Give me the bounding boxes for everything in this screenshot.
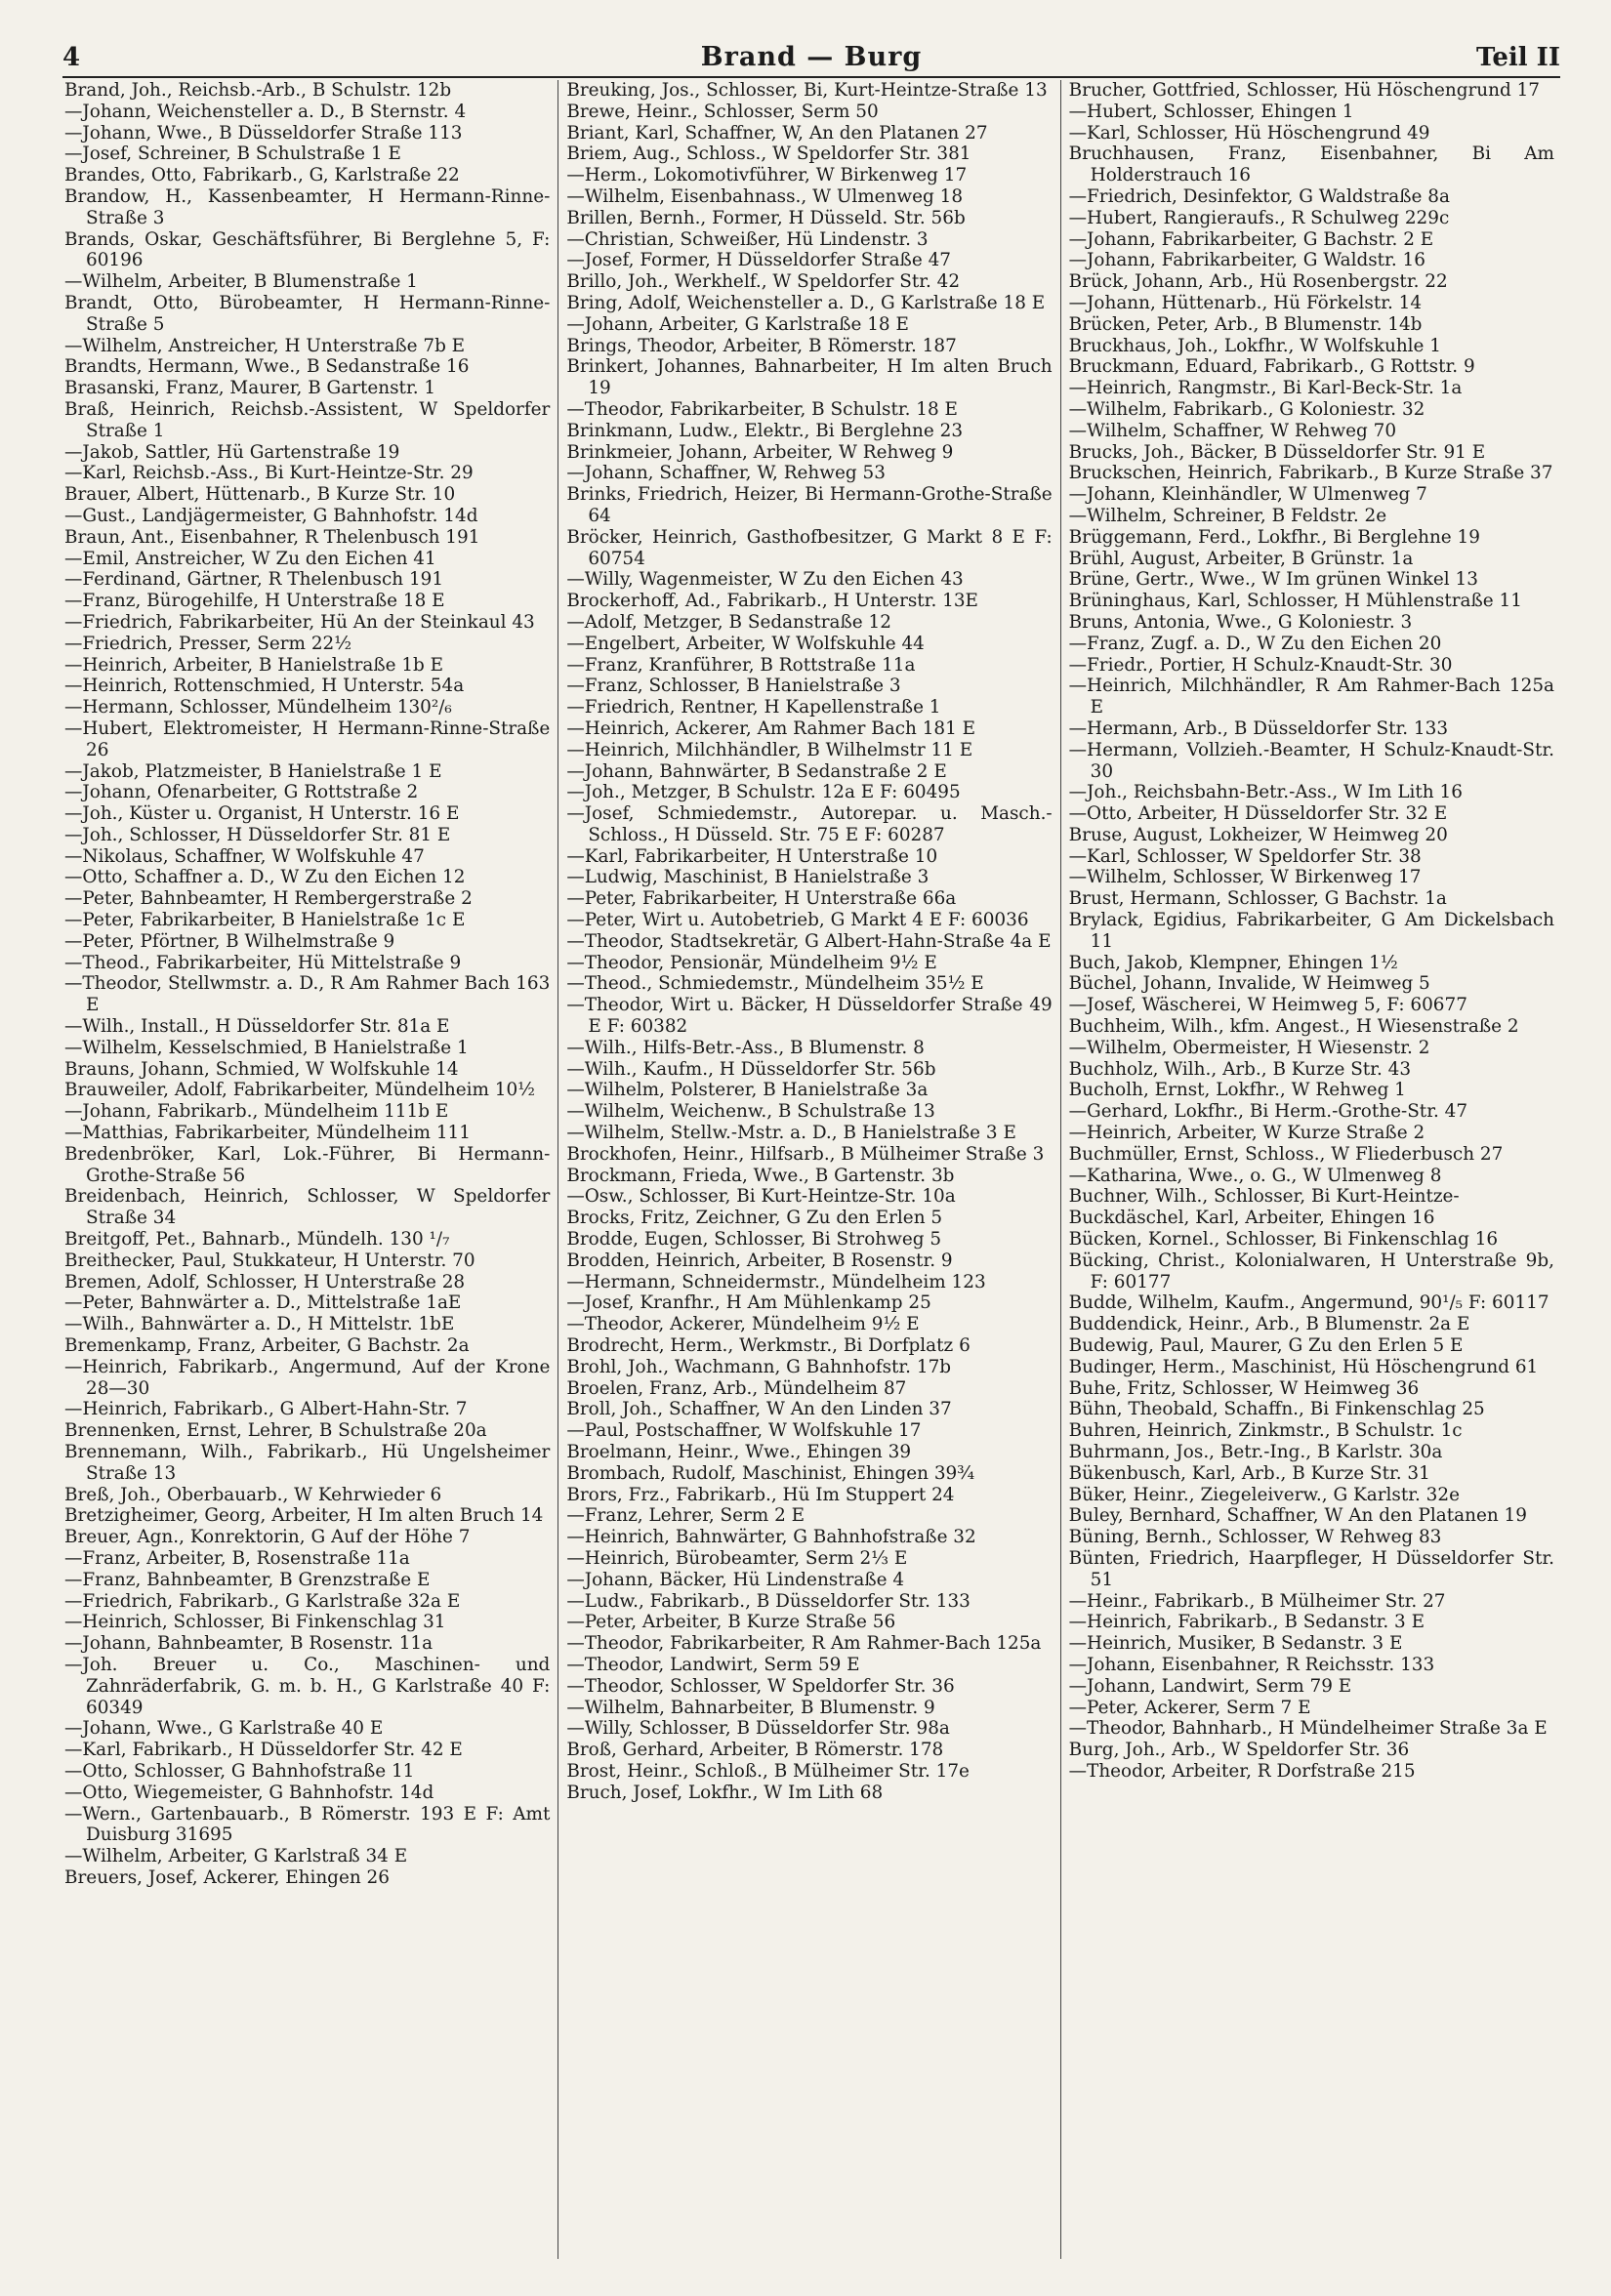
directory-entry: —Franz, Bahnbeamter, B Grenzstraße E bbox=[64, 1569, 431, 1590]
directory-entry: Brucks, Joh., Bäcker, B Düsseldorfer Str. 91 E bbox=[1068, 441, 1486, 463]
directory-entry: Bruckmann, Eduard, Fabrikarb., G Rottstr. 9 bbox=[1068, 356, 1475, 378]
columns bbox=[57, 80, 1562, 2259]
directory-entry: —Nikolaus, Schaffner, W Wolfskuhle 47 bbox=[64, 845, 425, 867]
directory-entry: Brillen, Bernh., Former, H Düsseld. Str. 56b bbox=[566, 207, 966, 228]
directory-entry: —Friedrich, Fabrikarb., G Karlstraße 32a E bbox=[64, 1590, 461, 1612]
directory-entry: Brennenken, Ernst, Lehrer, B Schulstraße 20a bbox=[64, 1420, 487, 1442]
directory-entry: Brohl, Joh., Wachmann, G Bahnhofstr. 17b bbox=[566, 1356, 952, 1377]
directory-entry: —Wilh., Hilfs-Betr.-Ass., B Blumenstr. 8 bbox=[566, 1037, 925, 1058]
directory-entry: Broelen, Franz, Arb., Mündelheim 87 bbox=[566, 1377, 907, 1399]
directory-entry: Bücken, Kornel., Schlosser, Bi Finkenschlag 16 bbox=[1068, 1229, 1499, 1250]
directory-entry: Briant, Karl, Schaffner, W, An den Platanen 27 bbox=[566, 122, 988, 144]
directory-entry: —Wilhelm, Schaffner, W Rehweg 70 bbox=[1068, 420, 1397, 441]
directory-entry: Brockmann, Frieda, Wwe., B Gartenstr. 3b bbox=[566, 1165, 955, 1186]
directory-entry: —Wilh., Bahnwärter a. D., H Mittelstr. 1bE bbox=[64, 1314, 455, 1335]
directory-entry: Brillo, Joh., Werkhelf., W Speldorfer Str. 42 bbox=[566, 271, 961, 293]
directory-entry: —Osw., Schlosser, Bi Kurt-Heintze-Str. 10a bbox=[566, 1186, 956, 1208]
directory-entry: —Franz, Lehrer, Serm 2 E bbox=[566, 1505, 806, 1527]
directory-entry: —Karl, Fabrikarb., H Düsseldorfer Str. 42 E bbox=[64, 1740, 463, 1761]
directory-entry: Bruse, August, Lokheizer, W Heimweg 20 bbox=[1068, 824, 1448, 845]
directory-entry: —Otto, Schaffner a. D., W Zu den Eichen 12 bbox=[64, 867, 466, 888]
directory-entry: Brinkert, Johannes, Bahnarbeiter, H Im alten Bruch 19 bbox=[566, 356, 1058, 399]
directory-entry: Brandow, H., Kassenbeamter, H Hermann-Rinne-Straße 3 bbox=[64, 185, 551, 228]
page-header bbox=[62, 23, 1560, 78]
directory-entry: —Johann, Arbeiter, G Karlstraße 18 E bbox=[566, 313, 909, 335]
directory-entry: —Wilhelm, Stellw.-Mstr. a. D., B Hanielstraße 3 E bbox=[566, 1123, 1016, 1144]
directory-entry: Bruch, Josef, Lokfhr., W Im Lith 68 bbox=[566, 1782, 884, 1803]
directory-entry: —Peter, Wirt u. Autobetrieb, G Markt 4 E F: 60036 bbox=[566, 910, 1029, 931]
directory-entry: Brandt, Otto, Bürobeamter, H Hermann-Rinne-Straße 5 bbox=[64, 292, 551, 335]
directory-entry: Bühn, Theobald, Schaffn., Bi Finkenschlag 25 bbox=[1068, 1399, 1485, 1420]
directory-entry: —Heinrich, Musiker, B Sedanstr. 3 E bbox=[1068, 1633, 1403, 1655]
directory-entry: —Hubert, Schlosser, Ehingen 1 bbox=[1068, 101, 1354, 122]
directory-entry: Buchner, Wilh., Schlosser, Bi Kurt-Heintze- bbox=[1068, 1186, 1460, 1208]
directory-entry: Bruchhausen, Franz, Eisenbahner, Bi Am Holderstrauch 16 bbox=[1068, 144, 1560, 186]
directory-entry: —Joh. Breuer u. Co., Maschinen- und Zahnräderfabrik, G. m. b. H., G Karlstraße 40 F: 60349 bbox=[64, 1654, 557, 1718]
directory-entry: —Johann, Bahnbeamter, B Rosenstr. 11a bbox=[64, 1633, 434, 1655]
directory-entry: Breß, Joh., Oberbauarb., W Kehrwieder 6 bbox=[64, 1484, 442, 1505]
directory-entry: —Theodor, Landwirt, Serm 59 E bbox=[566, 1654, 860, 1675]
directory-entry: Büning, Bernh., Schlosser, W Rehweg 83 bbox=[1068, 1527, 1442, 1548]
directory-entry: —Wilhelm, Polsterer, B Hanielstraße 3a bbox=[566, 1080, 929, 1101]
directory-entry: —Hubert, Rangieraufs., R Schulweg 229c bbox=[1068, 207, 1450, 228]
directory-entry: —Johann, Eisenbahner, R Reichsstr. 133 bbox=[1068, 1654, 1435, 1675]
directory-entry: —Heinrich, Fabrikarb., Angermund, Auf der Krone 28—30 bbox=[64, 1356, 557, 1399]
directory-entry: —Jakob, Platzmeister, B Hanielstraße 1 E bbox=[64, 760, 442, 782]
directory-entry: Brennemann, Wilh., Fabrikarb., Hü Ungelsheimer Straße 13 bbox=[64, 1442, 557, 1484]
directory-entry: Bucholh, Ernst, Lokfhr., W Rehweg 1 bbox=[1068, 1080, 1406, 1101]
directory-entry: —Theodor, Schlosser, W Speldorfer Str. 36 bbox=[566, 1675, 955, 1697]
directory-entry: —Franz, Arbeiter, B, Rosenstraße 11a bbox=[64, 1547, 410, 1569]
directory-entry: —Franz, Zugf. a. D., W Zu den Eichen 20 bbox=[1068, 633, 1442, 654]
directory-entry: Brüne, Gertr., Wwe., W Im grünen Winkel 13 bbox=[1068, 569, 1478, 591]
directory-entry: —Hubert, Elektromeister, H Hermann-Rinne-Straße 26 bbox=[64, 718, 557, 760]
directory-entry: —Wilhelm, Arbeiter, G Karlstraß 34 E bbox=[64, 1846, 408, 1867]
directory-entry: —Hermann, Schneidermstr., Mündelheim 123 bbox=[566, 1271, 986, 1292]
directory-entry: —Heinrich, Milchhändler, B Wilhelmstr 11 E bbox=[566, 739, 973, 760]
directory-entry: —Heinrich, Milchhändler, R Am Rahmer-Bach 125a E bbox=[1068, 676, 1560, 718]
directory-entry: Brucher, Gottfried, Schlosser, Hü Höschengrund 17 bbox=[1068, 80, 1541, 101]
directory-entry: Brodrecht, Herm., Werkmstr., Bi Dorfplatz 6 bbox=[566, 1335, 971, 1357]
directory-entry: Burg, Joh., Arb., W Speldorfer Str. 36 bbox=[1068, 1740, 1410, 1761]
directory-entry: Brodde, Eugen, Schlosser, Bi Strohweg 5 bbox=[566, 1229, 942, 1250]
directory-entry: —Franz, Schlosser, B Hanielstraße 3 bbox=[566, 676, 901, 697]
directory-entry: Bücking, Christ., Kolonialwaren, H Unterstraße 9b, F: 60177 bbox=[1068, 1250, 1560, 1292]
directory-entry: —Wilh., Install., H Düsseldorfer Str. 81a E bbox=[64, 1016, 450, 1038]
directory-entry: —Johann, Weichensteller a. D., B Sternstr. 4 bbox=[64, 101, 467, 122]
directory-entry: Brust, Hermann, Schlosser, G Bachstr. 1a bbox=[1068, 888, 1447, 910]
directory-entry: —Theodor, Ackerer, Mündelheim 9½ E bbox=[566, 1314, 920, 1335]
directory-entry: Buchmüller, Ernst, Schloss., W Fliederbusch 27 bbox=[1068, 1143, 1504, 1165]
directory-entry: —Johann, Ofenarbeiter, G Rottstraße 2 bbox=[64, 782, 419, 803]
directory-entry: Buhe, Fritz, Schlosser, W Heimweg 36 bbox=[1068, 1377, 1420, 1399]
directory-entry: —Peter, Bahnwärter a. D., Mittelstraße 1aE bbox=[64, 1292, 462, 1314]
directory-entry: Brinkmann, Ludw., Elektr., Bi Berglehne 23 bbox=[566, 420, 964, 441]
directory-entry: —Karl, Schlosser, W Speldorfer Str. 38 bbox=[1068, 845, 1422, 867]
directory-entry: —Hermann, Schlosser, Mündelheim 130²/₆ bbox=[64, 697, 452, 718]
directory-entry: —Heinrich, Rottenschmied, H Unterstr. 54a bbox=[64, 676, 465, 697]
directory-entry: —Christian, Schweißer, Hü Lindenstr. 3 bbox=[566, 228, 929, 250]
directory-entry: —Hermann, Arb., B Düsseldorfer Str. 133 bbox=[1068, 718, 1449, 739]
directory-entry: —Peter, Pförtner, B Wilhelmstraße 9 bbox=[64, 930, 395, 952]
directory-entry: Bükenbusch, Karl, Arb., B Kurze Str. 31 bbox=[1068, 1462, 1430, 1484]
directory-entry: —Theod., Schmiedemstr., Mündelheim 35½ E bbox=[566, 973, 984, 995]
directory-entry: Budinger, Herm., Maschinist, Hü Höschengrund 61 bbox=[1068, 1356, 1539, 1377]
directory-entry: —Joh., Schlosser, H Düsseldorfer Str. 81 E bbox=[64, 824, 451, 845]
directory-entry: —Otto, Schlosser, G Bahnhofstraße 11 bbox=[64, 1760, 415, 1782]
directory-entry: —Katharina, Wwe., o. G., W Ulmenweg 8 bbox=[1068, 1165, 1442, 1186]
directory-entry: —Theodor, Arbeiter, R Dorfstraße 215 bbox=[1068, 1760, 1416, 1782]
directory-entry: Brück, Johann, Arb., Hü Rosenbergstr. 22 bbox=[1068, 271, 1448, 293]
directory-entry: —Heinrich, Ackerer, Am Rahmer Bach 181 E bbox=[566, 718, 976, 739]
directory-entry: Brand, Joh., Reichsb.-Arb., B Schulstr. 12b bbox=[64, 80, 452, 101]
directory-entry: —Theodor, Stadtsekretär, G Albert-Hahn-Straße 4a E bbox=[566, 930, 1052, 952]
directory-entry: Breuking, Jos., Schlosser, Bi, Kurt-Heintze-Straße 13 bbox=[566, 80, 1048, 101]
directory-entry: —Emil, Anstreicher, W Zu den Eichen 41 bbox=[64, 548, 436, 569]
directory-entry: Broelmann, Heinr., Wwe., Ehingen 39 bbox=[566, 1442, 912, 1462]
directory-entry: —Wilhelm, Weichenw., B Schulstraße 13 bbox=[566, 1101, 935, 1123]
directory-entry: Brinkmeier, Johann, Arbeiter, W Rehweg 9 bbox=[566, 441, 954, 463]
directory-entry: Brauns, Johann, Schmied, W Wolfskuhle 14 bbox=[64, 1058, 459, 1080]
directory-entry: Brüninghaus, Karl, Schlosser, H Mühlenstraße 11 bbox=[1068, 591, 1522, 612]
directory-entry: —Josef, Kranfhr., H Am Mühlenkamp 25 bbox=[566, 1292, 931, 1314]
directory-entry: Brewe, Heinr., Schlosser, Serm 50 bbox=[566, 101, 879, 122]
directory-entry: —Engelbert, Arbeiter, W Wolfskuhle 44 bbox=[566, 633, 925, 654]
directory-entry: —Wilhelm, Arbeiter, B Blumenstraße 1 bbox=[64, 271, 418, 293]
directory-entry: Broll, Joh., Schaffner, W An den Linden 37 bbox=[566, 1399, 952, 1420]
directory-entry: Brylack, Egidius, Fabrikarbeiter, G Am Dickelsbach 11 bbox=[1068, 910, 1560, 952]
column-right bbox=[1061, 80, 1562, 2259]
directory-entry: —Theodor, Pensionär, Mündelheim 9½ E bbox=[566, 952, 937, 973]
directory-entry: —Gust., Landjägermeister, G Bahnhofstr. 14d bbox=[64, 505, 478, 526]
directory-entry: Brings, Theodor, Arbeiter, B Römerstr. 187 bbox=[566, 335, 957, 356]
directory-entry: Buchheim, Wilh., kfm. Angest., H Wiesenstraße 2 bbox=[1068, 1016, 1519, 1038]
directory-entry: —Johann, Fabrikarbeiter, G Waldstr. 16 bbox=[1068, 250, 1425, 271]
directory-entry: —Friedr., Portier, H Schulz-Knaudt-Str. 30 bbox=[1068, 654, 1453, 676]
directory-entry: Budde, Wilhelm, Kaufm., Angermund, 90¹/₅ F: 60117 bbox=[1068, 1292, 1549, 1314]
directory-entry: Buddendick, Heinr., Arb., B Blumenstr. 2a E bbox=[1068, 1314, 1470, 1335]
directory-entry: —Theodor, Fabrikarbeiter, R Am Rahmer-Bach 125a bbox=[566, 1633, 1042, 1655]
directory-entry: —Joh., Reichsbahn-Betr.-Ass., W Im Lith 16 bbox=[1068, 782, 1463, 803]
directory-entry: Bruckschen, Heinrich, Fabrikarb., B Kurze Straße 37 bbox=[1068, 463, 1553, 484]
directory-entry: —Herm., Lokomotivführer, W Birkenweg 17 bbox=[566, 165, 968, 186]
directory-entry: Brühl, August, Arbeiter, B Grünstr. 1a bbox=[1068, 548, 1414, 569]
directory-entry: —Wilhelm, Kesselschmied, B Hanielstraße 1 bbox=[64, 1037, 469, 1058]
directory-entry: Brors, Frz., Fabrikarb., Hü Im Stuppert 24 bbox=[566, 1484, 955, 1505]
directory-entry: —Peter, Fabrikarbeiter, B Hanielstraße 1c E bbox=[64, 910, 466, 931]
directory-entry: —Wilhelm, Anstreicher, H Unterstraße 7b E bbox=[64, 335, 466, 356]
directory-entry: Bröcker, Heinrich, Gasthofbesitzer, G Markt 8 E F: 60754 bbox=[566, 526, 1058, 569]
directory-entry: —Wilhelm, Fabrikarb., G Koloniestr. 32 bbox=[1068, 398, 1425, 420]
directory-entry: —Josef, Former, H Düsseldorfer Straße 47 bbox=[566, 250, 951, 271]
directory-entry: Brücken, Peter, Arb., B Blumenstr. 14b bbox=[1068, 313, 1423, 335]
directory-entry: Brockerhoff, Ad., Fabrikarb., H Unterstr. 13E bbox=[566, 591, 978, 612]
directory-entry: Broß, Gerhard, Arbeiter, B Römerstr. 178 bbox=[566, 1740, 944, 1761]
directory-entry: —Peter, Bahnbeamter, H Rembergerstraße 2 bbox=[64, 888, 473, 910]
page-number: 4 bbox=[62, 43, 81, 72]
directory-entry: —Peter, Arbeiter, B Kurze Straße 56 bbox=[566, 1612, 896, 1633]
directory-entry: —Hermann, Vollzieh.-Beamter, H Schulz-Knaudt-Str. 30 bbox=[1068, 739, 1560, 782]
directory-entry: —Johann, Wwe., G Karlstraße 40 E bbox=[64, 1718, 384, 1740]
directory-entry: —Johann, Schaffner, W, Rehweg 53 bbox=[566, 463, 886, 484]
directory-entry: —Karl, Schlosser, Hü Höschengrund 49 bbox=[1068, 122, 1430, 144]
directory-entry: —Willy, Wagenmeister, W Zu den Eichen 43 bbox=[566, 569, 964, 591]
directory-entry: Breuer, Agn., Konrektorin, G Auf der Höhe 7 bbox=[64, 1527, 471, 1548]
part-label: Teil II bbox=[1475, 43, 1560, 72]
directory-entry: Brodden, Heinrich, Arbeiter, B Rosenstr. 9 bbox=[566, 1250, 953, 1271]
directory-entry: Brombach, Rudolf, Maschinist, Ehingen 39¾ bbox=[566, 1462, 975, 1484]
directory-entry: Buckdäschel, Karl, Arbeiter, Ehingen 16 bbox=[1068, 1208, 1435, 1229]
directory-entry: —Wilhelm, Bahnarbeiter, B Blumenstr. 9 bbox=[566, 1697, 935, 1718]
column-left bbox=[57, 80, 558, 2259]
directory-entry: —Friedrich, Fabrikarbeiter, Hü An der Steinkaul 43 bbox=[64, 611, 535, 633]
directory-entry: —Heinrich, Fabrikarb., B Sedanstr. 3 E bbox=[1068, 1612, 1425, 1633]
directory-entry: —Wern., Gartenbauarb., B Römerstr. 193 E F: Amt Duisburg 31695 bbox=[64, 1803, 557, 1846]
directory-entry: Braß, Heinrich, Reichsb.-Assistent, W Speldorfer Straße 1 bbox=[64, 398, 557, 441]
directory-entry: —Theodor, Wirt u. Bäcker, H Düsseldorfer Straße 49 E F: 60382 bbox=[566, 995, 1058, 1038]
directory-entry: —Theodor, Fabrikarbeiter, B Schulstr. 18 E bbox=[566, 398, 958, 420]
directory-entry: Brockhofen, Heinr., Hilfsarb., B Mülheimer Straße 3 bbox=[566, 1143, 1045, 1165]
directory-entry: —Ludwig, Maschinist, B Hanielstraße 3 bbox=[566, 867, 929, 888]
directory-entry: —Franz, Kranführer, B Rottstraße 11a bbox=[566, 654, 916, 676]
directory-entry: —Wilhelm, Eisenbahnass., W Ulmenweg 18 bbox=[566, 185, 964, 207]
directory-entry: Bredenbröker, Karl, Lok.-Führer, Bi Hermann-Grothe-Straße 56 bbox=[64, 1143, 551, 1186]
directory-entry: Brandes, Otto, Fabrikarb., G, Karlstraße 22 bbox=[64, 165, 460, 186]
directory-entry: —Friedrich, Rentner, H Kapellenstraße 1 bbox=[566, 697, 941, 718]
directory-entry: —Johann, Wwe., B Düsseldorfer Straße 113 bbox=[64, 122, 463, 144]
directory-entry: —Otto, Arbeiter, H Düsseldorfer Str. 32 E bbox=[1068, 803, 1448, 825]
directory-entry: —Peter, Ackerer, Serm 7 E bbox=[1068, 1697, 1311, 1718]
directory-entry: Büker, Heinr., Ziegeleiverw., G Karlstr. 32e bbox=[1068, 1484, 1460, 1505]
directory-entry: Briem, Aug., Schloss., W Speldorfer Str. 381 bbox=[566, 144, 971, 165]
directory-entry: Breitgoff, Pet., Bahnarb., Mündelh. 130 ¹/₇ bbox=[64, 1229, 450, 1250]
directory-entry: —Adolf, Metzger, B Sedanstraße 12 bbox=[566, 611, 891, 633]
directory-entry: —Otto, Wiegemeister, G Bahnhofstr. 14d bbox=[64, 1782, 434, 1803]
directory-entry: —Willy, Schlosser, B Düsseldorfer Str. 98a bbox=[566, 1718, 950, 1740]
directory-entry: —Theodor, Stellwmstr. a. D., R Am Rahmer Bach 163 E bbox=[64, 973, 557, 1016]
directory-entry: Bring, Adolf, Weichensteller a. D., G Karlstraße 18 E bbox=[566, 292, 1046, 313]
directory-entry: Breidenbach, Heinrich, Schlosser, W Speldorfer Straße 34 bbox=[64, 1186, 557, 1229]
directory-entry: —Josef, Schmiedemstr., Autorepar. u. Masch.-Schloss., H Düsseld. Str. 75 E F: 60287 bbox=[566, 803, 1053, 845]
directory-entry: —Heinrich, Bahnwärter, G Bahnhofstraße 32 bbox=[566, 1527, 976, 1548]
directory-entry: —Heinr., Fabrikarb., B Mülheimer Str. 27 bbox=[1068, 1590, 1446, 1612]
directory-entry: Brasanski, Franz, Maurer, B Gartenstr. 1 bbox=[64, 378, 436, 399]
directory-entry: —Heinrich, Rangmstr., Bi Karl-Beck-Str. 1a bbox=[1068, 378, 1463, 399]
directory-entry: —Johann, Bäcker, Hü Lindenstraße 4 bbox=[566, 1569, 905, 1590]
directory-entry: —Gerhard, Lokfhr., Bi Herm.-Grothe-Str. 47 bbox=[1068, 1101, 1468, 1123]
directory-entry: Brands, Oskar, Geschäftsführer, Bi Berglehne 5, F: 60196 bbox=[64, 228, 557, 271]
directory-entry: Bünten, Friedrich, Haarpfleger, H Düsseldorfer Str. 51 bbox=[1068, 1547, 1560, 1590]
directory-entry: —Heinrich, Arbeiter, W Kurze Straße 2 bbox=[1068, 1123, 1425, 1144]
directory-entry: —Heinrich, Bürobeamter, Serm 2⅓ E bbox=[566, 1547, 908, 1569]
directory-entry: Bremen, Adolf, Schlosser, H Unterstraße 28 bbox=[64, 1271, 466, 1292]
directory-entry: —Johann, Landwirt, Serm 79 E bbox=[1068, 1675, 1352, 1697]
directory-entry: —Theod., Fabrikarbeiter, Hü Mittelstraße 9 bbox=[64, 952, 462, 973]
directory-entry: Buch, Jakob, Klempner, Ehingen 1½ bbox=[1068, 952, 1398, 973]
directory-entry: —Wilhelm, Schlosser, W Birkenweg 17 bbox=[1068, 867, 1422, 888]
running-title: Brand — Burg bbox=[700, 42, 923, 72]
directory-entry: —Karl, Reichsb.-Ass., Bi Kurt-Heintze-Str. 29 bbox=[64, 463, 474, 484]
directory-entry: Brauer, Albert, Hüttenarb., B Kurze Str. 10 bbox=[64, 484, 456, 506]
column-middle bbox=[558, 80, 1060, 2259]
directory-entry: Breithecker, Paul, Stukkateur, H Unterstr. 70 bbox=[64, 1250, 475, 1271]
directory-entry: —Jakob, Sattler, Hü Gartenstraße 19 bbox=[64, 441, 400, 463]
directory-entry: Buchholz, Wilh., Arb., B Kurze Str. 43 bbox=[1068, 1058, 1412, 1080]
directory-entry: —Ferdinand, Gärtner, R Thelenbusch 191 bbox=[64, 569, 444, 591]
directory-entry: —Wilhelm, Schreiner, B Feldstr. 2e bbox=[1068, 505, 1387, 526]
directory-entry: —Karl, Fabrikarbeiter, H Unterstraße 10 bbox=[566, 845, 938, 867]
directory-entry: —Johann, Kleinhändler, W Ulmenweg 7 bbox=[1068, 484, 1427, 506]
directory-entry: Bruckhaus, Joh., Lokfhr., W Wolfskuhle 1 bbox=[1068, 335, 1441, 356]
directory-entry: Braun, Ant., Eisenbahner, R Thelenbusch 191 bbox=[64, 526, 480, 548]
directory-entry: Brüggemann, Ferd., Lokfhr., Bi Berglehne 19 bbox=[1068, 526, 1480, 548]
directory-entry: —Joh., Metzger, B Schulstr. 12a E F: 60495 bbox=[566, 782, 961, 803]
directory-entry: —Matthias, Fabrikarbeiter, Mündelheim 111 bbox=[64, 1123, 471, 1144]
directory-entry: —Paul, Postschaffner, W Wolfskuhle 17 bbox=[566, 1420, 922, 1442]
directory-entry: —Heinrich, Schlosser, Bi Finkenschlag 31 bbox=[64, 1612, 446, 1633]
directory-entry: Brandts, Hermann, Wwe., B Sedanstraße 16 bbox=[64, 356, 470, 378]
directory-entry: Brost, Heinr., Schloß., B Mülheimer Str. 17e bbox=[566, 1760, 970, 1782]
directory-entry: Buley, Bernhard, Schaffner, W An den Platanen 19 bbox=[1068, 1505, 1527, 1527]
directory-entry: —Wilh., Kaufm., H Düsseldorfer Str. 56b bbox=[566, 1058, 936, 1080]
directory-entry: Breuers, Josef, Ackerer, Ehingen 26 bbox=[64, 1866, 390, 1888]
directory-entry: —Johann, Hüttenarb., Hü Förkelstr. 14 bbox=[1068, 292, 1423, 313]
directory-entry: —Friedrich, Desinfektor, G Waldstraße 8a bbox=[1068, 185, 1450, 207]
directory-entry: —Wilhelm, Obermeister, H Wiesenstr. 2 bbox=[1068, 1037, 1430, 1058]
directory-entry: Brocks, Fritz, Zeichner, G Zu den Erlen 5 bbox=[566, 1208, 943, 1229]
directory-entry: Bretzigheimer, Georg, Arbeiter, H Im alten Bruch 14 bbox=[64, 1505, 544, 1527]
directory-entry: —Johann, Fabrikarb., Mündelheim 111b E bbox=[64, 1101, 449, 1123]
directory-entry: —Theodor, Bahnharb., H Mündelheimer Straße 3a E bbox=[1068, 1718, 1548, 1740]
directory-entry: —Josef, Wäscherei, W Heimweg 5, F: 60677 bbox=[1068, 995, 1467, 1016]
directory-entry: Brauweiler, Adolf, Fabrikarbeiter, Mündelheim 10½ bbox=[64, 1080, 535, 1101]
directory-entry: —Friedrich, Presser, Serm 22½ bbox=[64, 633, 352, 654]
directory-entry: —Johann, Fabrikarbeiter, G Bachstr. 2 E bbox=[1068, 228, 1434, 250]
directory-entry: —Peter, Fabrikarbeiter, H Unterstraße 66a bbox=[566, 888, 957, 910]
directory-entry: Budewig, Paul, Maurer, G Zu den Erlen 5 E bbox=[1068, 1335, 1464, 1357]
directory-entry: —Ludw., Fabrikarb., B Düsseldorfer Str. 133 bbox=[566, 1590, 971, 1612]
directory-entry: —Joh., Küster u. Organist, H Unterstr. 16 E bbox=[64, 803, 460, 825]
directory-entry: Buhrmann, Jos., Betr.-Ing., B Karlstr. 30a bbox=[1068, 1442, 1443, 1462]
directory-entry: Buhren, Heinrich, Zinkmstr., B Schulstr. 1c bbox=[1068, 1420, 1463, 1442]
directory-entry: —Heinrich, Fabrikarb., G Albert-Hahn-Str. 7 bbox=[64, 1399, 468, 1420]
directory-entry: Brinks, Friedrich, Heizer, Bi Hermann-Grothe-Straße 64 bbox=[566, 484, 1058, 526]
directory-entry: —Josef, Schreiner, B Schulstraße 1 E bbox=[64, 144, 401, 165]
directory-entry: —Franz, Bürogehilfe, H Unterstraße 18 E bbox=[64, 591, 445, 612]
directory-entry: Büchel, Johann, Invalide, W Heimweg 5 bbox=[1068, 973, 1430, 995]
directory-entry: —Johann, Bahnwärter, B Sedanstraße 2 E bbox=[566, 760, 947, 782]
directory-entry: —Heinrich, Arbeiter, B Hanielstraße 1b E bbox=[64, 654, 444, 676]
directory-entry: Bruns, Antonia, Wwe., G Koloniestr. 3 bbox=[1068, 611, 1413, 633]
directory-entry: Bremenkamp, Franz, Arbeiter, G Bachstr. 2a bbox=[64, 1335, 470, 1357]
